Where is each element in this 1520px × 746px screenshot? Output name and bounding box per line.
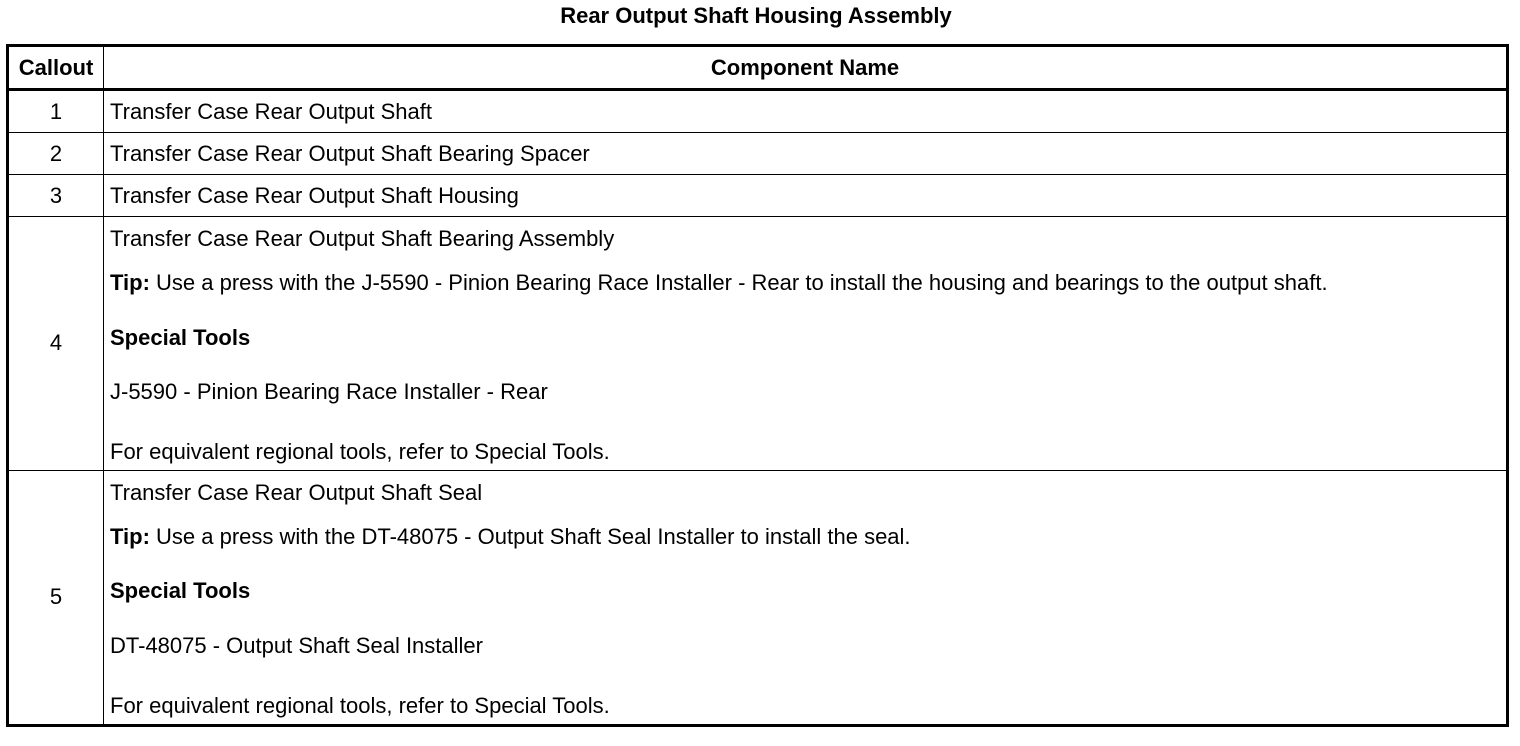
- component-name: Transfer Case Rear Output Shaft Bearing Assembly: [110, 226, 615, 251]
- table-row: [8, 217, 1508, 471]
- tip-text: Use a press with the J-5590 - Pinion Bearing Race Installer - Rear to install the housing and bearings to the output shaft.: [149, 270, 1328, 295]
- table-row: [8, 90, 1508, 133]
- regional-tools-note: For equivalent regional tools, refer to Special Tools.: [110, 438, 610, 464]
- header-row: [8, 46, 1508, 90]
- callout-cell: 1: [8, 90, 104, 133]
- component-name-header: Component Name: [104, 46, 1508, 90]
- callout-header: Callout: [8, 46, 104, 90]
- tip-label: Tip:: [110, 523, 150, 549]
- callout-cell: 3: [8, 175, 104, 217]
- special-tool-item: J-5590 - Pinion Bearing Race Installer - Rear: [110, 379, 548, 405]
- special-tool-item: DT-48075 - Output Shaft Seal Installer: [110, 632, 483, 658]
- callout-cell: 4: [8, 217, 104, 471]
- component-name-cell: Transfer Case Rear Output Shaft Housing: [104, 175, 1508, 217]
- callout-cell: 5: [8, 470, 104, 725]
- component-name-cell: Transfer Case Rear Output Shaft Bearing Spacer: [104, 133, 1508, 175]
- component-name-cell: Transfer Case Rear Output Shaft: [104, 90, 1508, 133]
- tip-text: Use a press with the DT-48075 - Output Shaft Seal Installer to install the seal.: [149, 523, 911, 549]
- table-row: [8, 175, 1508, 217]
- special-tools-heading: Special Tools: [110, 578, 251, 604]
- page-title: Rear Output Shaft Housing Assembly: [560, 3, 952, 28]
- regional-tools-note: For equivalent regional tools, refer to Special Tools.: [110, 692, 610, 718]
- table-row: [8, 470, 1508, 725]
- component-table: [6, 44, 1509, 727]
- tip-line: [110, 515, 1506, 570]
- table-row: [8, 133, 1508, 175]
- special-tools-heading: Special Tools: [110, 324, 251, 350]
- callout-cell: 2: [8, 133, 104, 175]
- component-detail-cell: [104, 470, 1508, 725]
- component-name: Transfer Case Rear Output Shaft Seal: [110, 479, 483, 505]
- component-detail-cell: [104, 217, 1508, 471]
- tip-line: [110, 261, 1506, 316]
- tip-label: Tip:: [110, 270, 150, 295]
